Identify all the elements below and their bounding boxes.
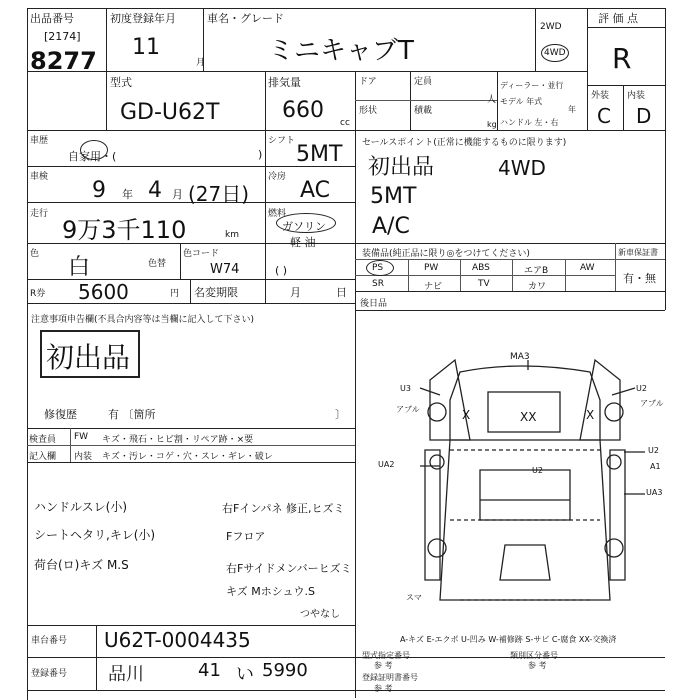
ac-value: AC [300, 178, 331, 203]
designation-label: 型式指定番号 [362, 651, 410, 660]
fuel-paren: ( ) [275, 264, 288, 277]
km-unit: km [225, 230, 239, 240]
color-code-label: 色コード [183, 249, 220, 259]
equip-aw: AW [580, 263, 595, 273]
equip-leather: カワ [528, 282, 547, 292]
sales-line3: A/C [372, 214, 410, 239]
mark-ua2: UA2 [378, 460, 395, 469]
history-value: 自家用・( [68, 150, 117, 163]
mark-a1-right: A1 [650, 462, 661, 471]
fuel-diesel: 軽 油 [290, 236, 316, 249]
proof-label: 登録証明書番号 [362, 673, 418, 682]
grade-label: 評 価 点 [598, 12, 638, 25]
mark-xx: XX [520, 410, 537, 424]
interior-label: 内装 [627, 91, 646, 101]
name-label: 車名・グレード [207, 12, 284, 25]
remark-3: 荷台(ロ)キズ M.S [34, 558, 129, 572]
mark-u2-top: U2 [636, 384, 647, 393]
remark-8: つやなし [300, 609, 340, 620]
warranty-label: 新車保証書 [618, 248, 658, 257]
equip-sr: SR [372, 279, 384, 289]
mark-ma3: MA3 [510, 352, 530, 362]
interior-head: 内装 [74, 452, 93, 462]
color-code: W74 [210, 262, 240, 277]
handle-label: ハンドル 左・右 [500, 118, 559, 127]
shift-label: シフト [268, 136, 296, 146]
mark-ua3: UA3 [646, 488, 663, 497]
chassis-number: U62T-0004435 [104, 628, 251, 652]
inspection-year: 9 [92, 178, 106, 203]
ref-label-2: 参 考 [528, 661, 547, 670]
remark-4: 右Fインパネ 修正,ヒズミ [222, 502, 345, 515]
repair-label: 修復歴 [44, 408, 77, 421]
shift-value: 5MT [296, 142, 343, 167]
lot-code: [2174] [44, 30, 81, 43]
displacement-label: 排気量 [268, 76, 301, 89]
fw-row: キズ・飛石・ヒビ割・リペア跡・×要 [102, 435, 254, 445]
sales-line2: 5MT [370, 184, 417, 209]
mark-ablu-right: アブル [640, 399, 664, 408]
model-year-label: モデル 年式 [500, 97, 543, 106]
expiry-month: 月 [290, 286, 301, 299]
notes-content: 初出品 [46, 341, 131, 374]
interior-grade: D [636, 104, 652, 128]
fuel-label: 燃料 [268, 209, 287, 219]
car-name: ミニキャブT [268, 36, 414, 66]
drive-2wd: 2WD [540, 22, 562, 32]
mark-x-left: X [462, 408, 471, 422]
reg-kana: い [236, 664, 254, 685]
mileage-value: 9万3千110 [62, 216, 187, 244]
year-unit: 年 [568, 105, 576, 114]
mark-u3: U3 [400, 384, 411, 393]
remark-5: Fフロア [226, 530, 266, 543]
first-reg-month: 11 [132, 35, 160, 60]
mark-u2-right: U2 [648, 446, 659, 455]
capacity-label: 定員 [414, 77, 433, 87]
ac-label: 冷房 [268, 172, 287, 182]
equip-tv: TV [478, 279, 490, 289]
expiry-day: 日 [336, 286, 347, 299]
reg-label: 登録番号 [31, 669, 68, 679]
cc-unit: cc [340, 118, 350, 128]
equip-airbag: エアB [524, 266, 549, 276]
model: GD-U62T [120, 100, 220, 125]
displacement: 660 [282, 98, 324, 123]
expiry-label: 名変期限 [194, 286, 238, 299]
reg-area: 品川 [108, 664, 144, 685]
recycle-label: R券 [30, 289, 46, 299]
lot-number: 8277 [30, 47, 97, 75]
sales-line1a: 初出品 [368, 155, 435, 180]
month-char: 月 [172, 188, 183, 201]
damage-legend: A-キズ E-エクボ U-凹み W-補修跡 S-サビ C-腐食 XX-交換済 [400, 635, 617, 644]
year-char: 年 [122, 188, 133, 201]
ref-label-3: 参 考 [374, 684, 393, 693]
interior-row: キズ・汚レ・コゲ・穴・スレ・ギレ・破レ [102, 452, 273, 462]
drive-4wd: 4WD [541, 44, 569, 62]
reg-number: 5990 [262, 660, 308, 681]
fw-head: FW [74, 432, 89, 442]
category-label: 類別区分番号 [510, 651, 558, 660]
mileage-label: 走行 [30, 209, 49, 219]
model-label: 型式 [110, 76, 132, 89]
person-unit: 人 [487, 95, 497, 105]
overall-grade: R [612, 42, 632, 75]
mark-ablu-left: アブル [396, 405, 420, 414]
exterior-label: 外装 [591, 91, 610, 101]
history-label: 車歴 [30, 136, 49, 146]
equip-pw: PW [424, 263, 439, 273]
remark-7: キズ Mホシュウ.S [226, 585, 316, 598]
mark-suma: スマ [406, 593, 422, 602]
remark-2: シートヘタリ,キレ(小) [34, 528, 156, 542]
remark-1: ハンドルスレ(小) [34, 500, 128, 514]
equip-ps: PS [372, 263, 384, 273]
repair-value: 有 〔箇所 [108, 408, 156, 421]
repair-close: 〕 [335, 408, 346, 421]
sales-label: セールスポイント(正常に機能するものに限ります) [362, 138, 567, 148]
month-unit: 月 [196, 58, 206, 68]
color-label: 色 [30, 249, 40, 259]
color-change-label: 色替 [148, 259, 167, 269]
reg-class: 41 [198, 660, 221, 681]
first-reg-label: 初度登録年月 [110, 12, 176, 25]
ref-label-1: 参 考 [374, 661, 393, 670]
inspector-label2: 記入欄 [29, 452, 57, 462]
kg-unit: kg [487, 120, 497, 129]
equipment-label: 装備品(純正品に限り◎をつけてください) [362, 249, 530, 259]
equip-navi: ナビ [424, 282, 443, 292]
sales-line1b: 4WD [498, 156, 546, 180]
remark-6: 右Fサイドメンバーヒズミ [226, 562, 352, 575]
inspection-month: 4 [148, 178, 162, 203]
load-label: 積載 [414, 106, 433, 116]
inspection-day: (27日) [188, 182, 250, 206]
door-label: ドア [359, 77, 377, 87]
yen-unit: 円 [170, 289, 180, 299]
inspector-label1: 検査員 [29, 435, 57, 445]
chassis-label: 車台番号 [31, 636, 68, 646]
shape-label: 形状 [359, 106, 378, 116]
lot-label: 出品番号 [30, 12, 74, 25]
mark-u2-center: U2 [532, 466, 543, 475]
equip-abs: ABS [472, 263, 490, 273]
fuel-gas: ガソリン [282, 220, 326, 233]
later-label: 後日品 [360, 299, 388, 309]
warranty-value: 有・無 [623, 272, 656, 285]
inspection-label: 車検 [30, 172, 49, 182]
dealer-label: ディーラー・並行 [500, 81, 564, 90]
mark-x-right: X [586, 408, 595, 422]
notes-label: 注意事項申告欄(不具合内容等は当欄に記入して下さい) [31, 315, 255, 325]
history-close: ) [258, 148, 263, 161]
recycle-value: 5600 [78, 280, 129, 304]
color-value: 白 [68, 255, 91, 280]
exterior-grade: C [597, 104, 611, 128]
